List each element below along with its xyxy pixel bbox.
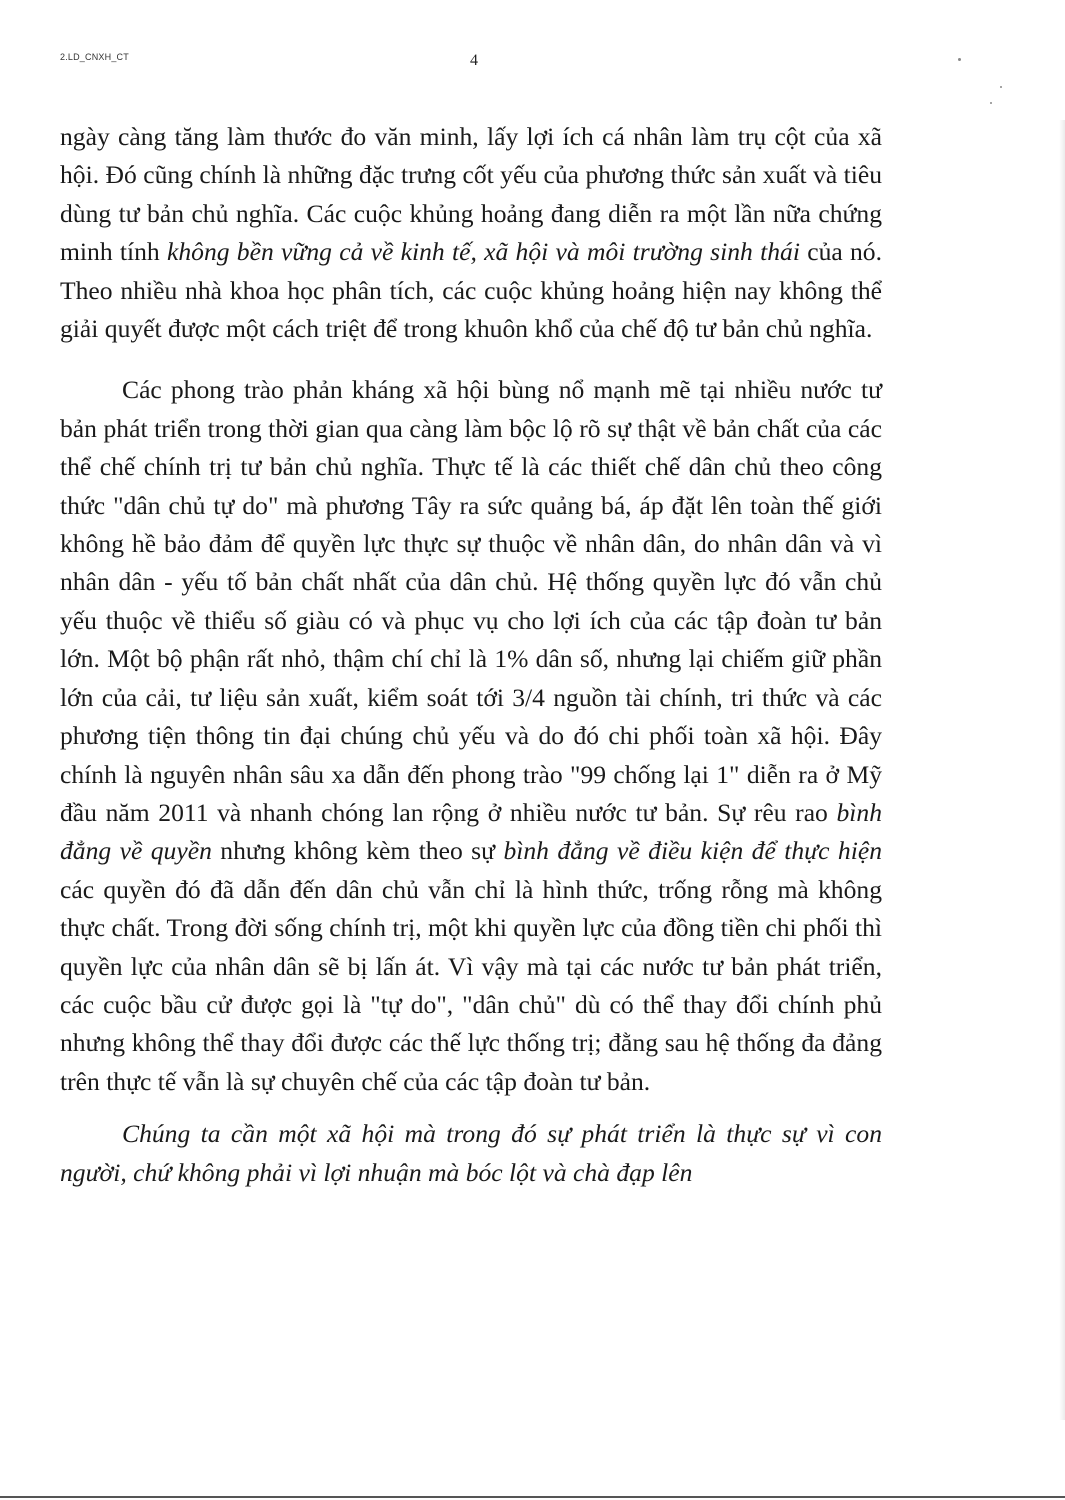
paragraph-1-italic: không bền vững cả về kinh tế, xã hội và môi trường sinh thái (166, 237, 800, 267)
paragraph-1 (60, 118, 882, 348)
body-text (60, 118, 882, 1192)
scan-speck (958, 58, 961, 61)
paragraph-2 (60, 371, 882, 1101)
scan-bottom-edge (0, 1496, 1065, 1498)
scan-speck (1000, 86, 1002, 88)
scan-speck (990, 102, 992, 104)
paragraph-1-text: ngày càng tăng làm thước đo văn minh, lấy lợi ích cá nhân làm trụ cột của xã hội. Đó cũng chính là những đặc trưng cốt yếu của phương thức sản xuất và tiêu dùng tư bản chủ nghĩa. Các cuộc khủng hoảng đang diễn ra một lần nữa chứng minh tính (60, 122, 882, 267)
paragraph-2-text: Các phong trào phản kháng xã hội bùng nổ mạnh mẽ tại nhiều nước tư bản phát triển trong thời gian qua càng làm bộc lộ rõ sự thật về bản chất của các thể chế chính trị tư bản chủ nghĩa. Thực tế là các thiết chế dân chủ theo công thức "dân chủ tự do" mà phương Tây ra sức quảng bá, áp đặt lên toàn thế giới không hề bảo đảm để quyền lực thực sự thuộc về nhân dân, do nhân dân và vì nhân dân - yếu tố bản chất nhất của dân chủ. Hệ thống quyền lực đó vẫn chủ yếu thuộc về thiểu số giàu có và phục vụ cho lợi ích của các tập đoàn tư bản lớn. Một bộ phận rất nhỏ, thậm chí chỉ là 1% dân số, nhưng lại chiếm giữ phần lớn của cải, tư liệu sản xuất, kiểm soát tới 3/4 nguồn tài chính, tri thức và các phương tiện thông tin đại chúng chủ yếu và do đó chi phối toàn xã hội. Đây chính là nguyên nhân sâu xa dẫn đến phong trào "99 chống lại 1" diễn ra ở Mỹ đầu năm 2011 và nhanh chóng lan rộng ở nhiều nước tư bản. Sự rêu rao (60, 375, 882, 827)
page-number: 4 (470, 52, 478, 69)
paragraph-2-text-end: các quyền đó đã dẫn đến dân chủ vẫn chỉ là hình thức, trống rỗng mà không thực chất. Trong đời sống chính trị, một khi quyền lực của đồng tiền chi phối thì quyền lực của nhân dân sẽ bị lấn át. Vì vậy mà tại các nước tư bản phát triển, các cuộc bầu cử được gọi là "tự do", "dân chủ" dù có thể thay đổi chính phủ nhưng không thể thay đổi được các thế lực thống trị; đằng sau hệ thống đa đảng trên thực tế vẫn là sự chuyên chế của các tập đoàn tư bản. (60, 874, 882, 1096)
paragraph-2-italic-1: bình đẳng về quyền (60, 797, 882, 866)
paragraph-2-text-mid: nhưng không kèm theo sự (211, 836, 504, 866)
scan-edge-shadow (1059, 120, 1065, 1420)
paragraph-1-text-end: của nó. Theo nhiều nhà khoa học phân tích, các cuộc khủng hoảng hiện nay không thể giải quyết được một cách triệt để trong khuôn khổ của chế độ tư bản chủ nghĩa. (60, 237, 882, 344)
paragraph-2-italic-2: bình đẳng về điều kiện để thực hiện (503, 836, 882, 866)
paragraph-3: Chúng ta cần một xã hội mà trong đó sự phát triển là thực sự vì con người, chứ không phải vì lợi nhuận mà bóc lột và chà đạp lên (60, 1119, 882, 1187)
document-code: 2.LD_CNXH_CT (60, 52, 129, 62)
